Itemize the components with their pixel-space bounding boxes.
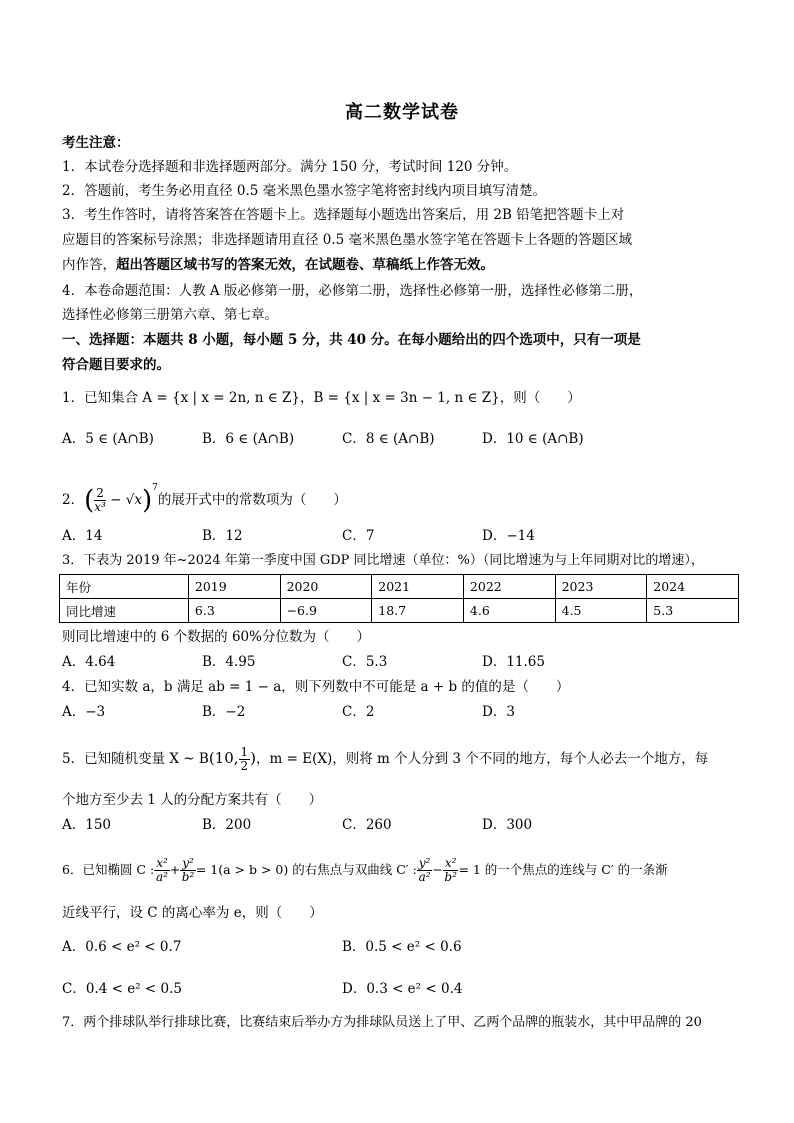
q6-ellipse-x-den: a² <box>155 870 168 884</box>
q2-option-a: A．14 <box>62 528 103 544</box>
q2-root-term: − √x <box>105 492 143 508</box>
q1-option-a: A．5 ∈ (A∩B) <box>62 431 154 447</box>
q2-left-paren: ( <box>84 485 95 516</box>
question-6-stem <box>62 855 668 885</box>
q3-option-d: D．11.65 <box>482 654 545 670</box>
q6-minus: − <box>432 862 443 877</box>
question-4-stem: 4．已知实数 a，b 满足 ab = 1 − a，则下列数中不可能是 a + b 的值的是（ ） <box>62 679 570 695</box>
q5-fraction <box>239 746 251 773</box>
q2-option-b: B．12 <box>202 528 243 544</box>
table-cell: 同比增速 <box>60 599 189 623</box>
q6-ellipse-y-fraction <box>180 857 196 884</box>
question-5-stem <box>62 744 708 773</box>
q6-hyperbola-y-fraction <box>417 857 433 884</box>
q6-hyperbola-y-den: a² <box>418 870 431 884</box>
table-row <box>60 599 739 623</box>
q6-mid: = 1(a > b > 0) 的右焦点与双曲线 C′ : <box>195 862 417 877</box>
table-cell: 2019 <box>188 575 280 599</box>
q1-option-b: B．6 ∈ (A∩B) <box>202 431 295 447</box>
table-cell: 2023 <box>555 575 647 599</box>
notice-item-3-line2: 应题目的答案标号涂黑；非选择题请用直径 0.5 毫米黑色墨水签字笔在答题卡上各题的答题区域 <box>62 232 633 248</box>
q6-plus: + <box>169 862 181 877</box>
q6-option-a: A．0.6 < e² < 0.7 <box>62 939 182 955</box>
q4-option-d: D．3 <box>482 704 515 720</box>
q6-post: = 1 的一个焦点的连线与 C′ 的一条渐 <box>458 862 668 877</box>
table-header-row <box>60 575 739 599</box>
q5-paren-close: ) <box>250 749 257 767</box>
q2-exponent: 7 <box>152 483 158 493</box>
notice-item-4-line2: 选择性必修第三册第六章、第七章。 <box>62 307 278 323</box>
q6-ellipse-x-fraction <box>154 857 170 884</box>
q2-right-paren: ) <box>142 485 153 516</box>
q3-option-a: A．4.64 <box>62 654 116 670</box>
table-cell: 年份 <box>60 575 189 599</box>
q6-hyperbola-x-num: x² <box>444 856 457 870</box>
q6-ellipse-x-num: x² <box>156 856 168 870</box>
question-6-line2: 近线平行，设 C 的离心率为 e，则（ ） <box>62 905 323 921</box>
q5-option-a: A．150 <box>62 817 112 833</box>
q2-option-d: D．−14 <box>482 528 535 544</box>
notice-item-3-plain: 内作答， <box>62 257 116 273</box>
q6-hyperbola-x-fraction <box>443 857 459 884</box>
q6-pre: 6．已知椭圆 C : <box>62 862 155 877</box>
table-cell: −6.9 <box>280 599 372 623</box>
q6-ellipse-y-den: b² <box>181 870 195 884</box>
table-cell: 2020 <box>280 575 372 599</box>
question-5-line2: 个地方至少去 1 人的分配方案共有（ ） <box>62 792 323 808</box>
notice-item-4-line1: 4．本卷命题范围：人教 A 版必修第一册，必修第二册，选择性必修第一册，选择性必修第二册， <box>62 283 643 299</box>
q4-option-c: C．2 <box>342 704 375 720</box>
q5-pre: 5．已知随机变量 X ~ B <box>62 751 209 767</box>
q6-option-b: B．0.5 < e² < 0.6 <box>342 939 462 955</box>
question-3-stem: 3．下表为 2019 年~2024 年第一季度中国 GDP 同比增速（单位：%）（同比增速为与上年同期对比的增速）， <box>62 553 704 568</box>
table-cell: 4.6 <box>463 599 555 623</box>
table-cell: 2021 <box>372 575 464 599</box>
table-cell: 2024 <box>647 575 739 599</box>
q1-option-d: D．10 ∈ (A∩B) <box>482 431 584 447</box>
table-cell: 5.3 <box>647 599 739 623</box>
table-cell: 2022 <box>463 575 555 599</box>
q6-option-d: D．0.3 < e² < 0.4 <box>342 981 463 997</box>
q2-suffix: 的展开式中的常数项为（ ） <box>157 492 347 508</box>
q5-numerator: 1 <box>240 745 249 759</box>
q3-option-c: C．5.3 <box>342 654 388 670</box>
q4-option-b: B．−2 <box>202 704 246 720</box>
question-3-after: 则同比增速中的 6 个数据的 60%分位数为（ ） <box>62 629 370 645</box>
q5-paren-open: (10, <box>208 749 239 767</box>
notice-item-3-line1: 3．考生作答时，请将答案答在答题卡上。选择题每小题选出答案后，用 2B 铅笔把答题卡上对 <box>62 207 625 223</box>
q5-denominator: 2 <box>240 759 249 773</box>
q6-ellipse-y-num: y² <box>182 856 194 870</box>
table-cell: 6.3 <box>188 599 280 623</box>
question-1-stem: 1．已知集合 A = {x | x = 2n, n ∈ Z}，B = {x | x = 3n − 1, n ∈ Z}，则（ ） <box>62 390 581 406</box>
notice-item-3-line3 <box>62 255 494 275</box>
notice-item-1: 1．本试卷分选择题和非选择题两部分。满分 150 分，考试时间 120 分钟。 <box>62 159 518 175</box>
q5-option-b: B．200 <box>202 817 252 833</box>
q2-numerator: 2 <box>96 486 104 500</box>
notice-heading: 考生注意： <box>62 135 130 151</box>
q6-option-c: C．0.4 < e² < 0.5 <box>62 981 182 997</box>
q6-hyperbola-x-den: b² <box>444 870 457 884</box>
q2-prefix: 2． <box>62 492 85 508</box>
section-heading-line2: 符合题目要求的。 <box>62 357 170 373</box>
q1-option-c: C．8 ∈ (A∩B) <box>342 431 435 447</box>
notice-item-2: 2．答题前，考生务必用直径 0.5 毫米黑色墨水签字笔将密封线内项目填写清楚。 <box>62 183 547 199</box>
table-cell: 4.5 <box>555 599 647 623</box>
q5-post: ，m = E(X)，则将 m 个人分到 3 个不同的地方，每个人必去一个地方，每 <box>256 751 709 767</box>
page-title: 高二数学试卷 <box>345 102 459 123</box>
section-heading-line1: 一、选择题：本题共 8 小题，每小题 5 分，共 40 分。在每小题给出的四个选项中，只有一项是 <box>62 332 641 348</box>
question-7-stem: 7．两个排球队举行排球比赛，比赛结束后举办方为排球队员送上了甲、乙两个品牌的瓶装水，其中甲品牌的 20 <box>62 1015 702 1030</box>
q2-option-c: C．7 <box>342 528 375 544</box>
q2-fraction <box>94 487 106 514</box>
gdp-table <box>59 574 739 623</box>
q6-hyperbola-y-num: y² <box>418 856 431 870</box>
q4-option-a: A．−3 <box>62 704 106 720</box>
table-cell: 18.7 <box>372 599 464 623</box>
q5-option-c: C．260 <box>342 817 392 833</box>
q5-option-d: D．300 <box>482 817 533 833</box>
q2-denominator: x³ <box>94 500 106 514</box>
question-2-stem <box>62 476 347 514</box>
q3-option-b: B．4.95 <box>202 654 256 670</box>
notice-item-3-bold: 超出答题区域书写的答案无效，在试题卷、草稿纸上作答无效。 <box>116 257 494 273</box>
